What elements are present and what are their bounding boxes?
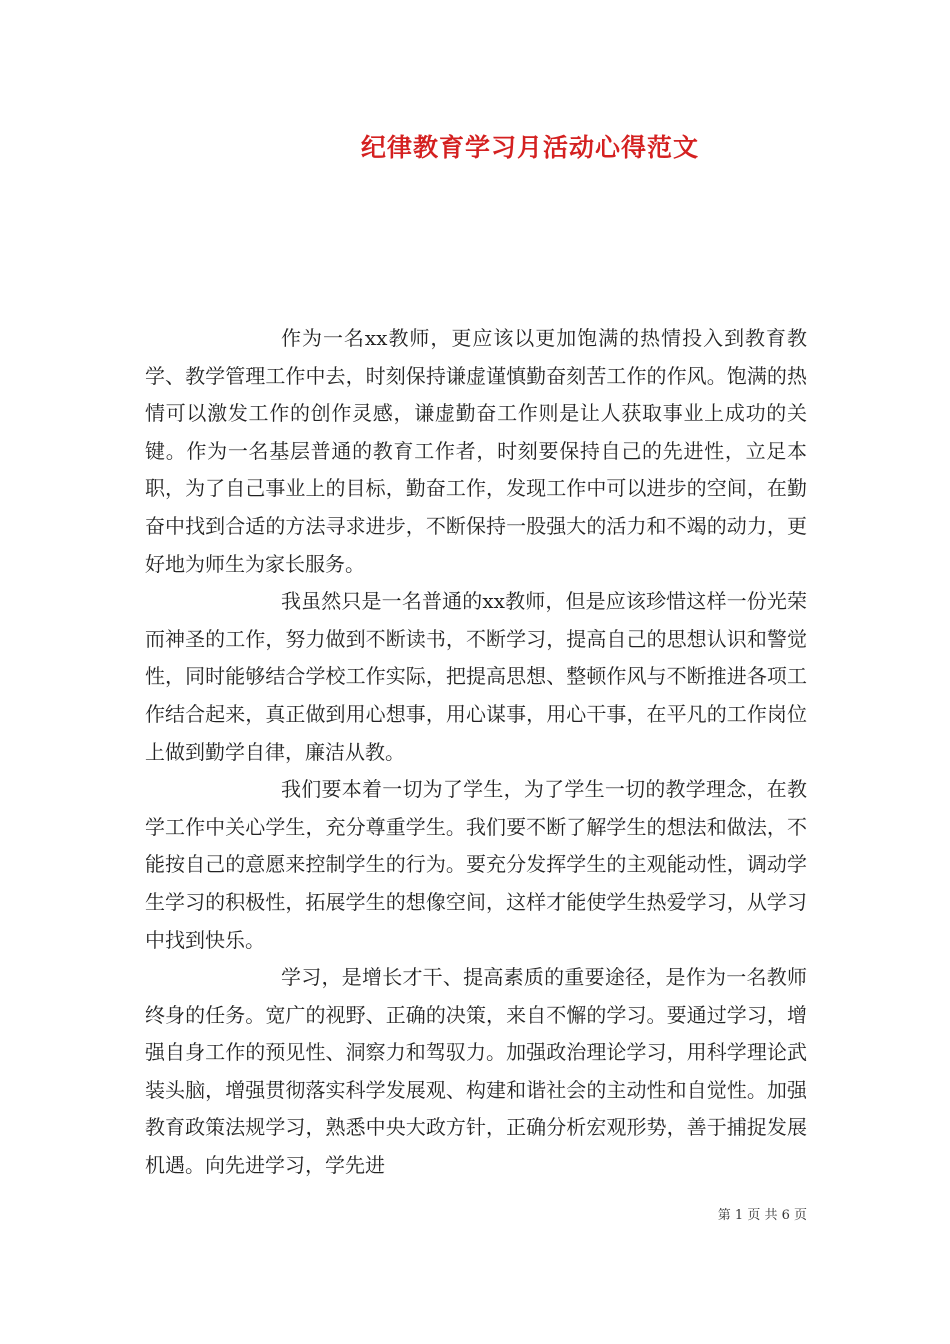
page-footer: 第 1 页 共 6 页 bbox=[717, 1208, 807, 1223]
paragraph-3: 我们要本着一切为了学生，为了学生一切的教学理念，在教学工作中关心学生，充分尊重学生。我们要不断了解学生的想法和做法，不能按自己的意愿来控制学生的行为。要充分发挥学生的主观能动性，调动学生学习的积极性，拓展学生的想像空间，这样才能使学生热爱学习，从学习中找到快乐。 bbox=[145, 777, 807, 952]
document-title: 纪律教育学习月活动心得范文 bbox=[360, 133, 699, 162]
paragraph-1: 作为一名xx教师，更应该以更加饱满的热情投入到教育教学、教学管理工作中去，时刻保持谦虚谨慎勤奋刻苦工作的作风。饱满的热情可以激发工作的创作灵感，谦虚勤奋工作则是让人获取事业上成功的关键。作为一名基层普通的教育工作者，时刻要保持自己的先进性，立足本职，为了自己事业上的目标，勤奋工作，发现工作中可以进步的空间，在勤奋中找到合适的方法寻求进步，不断保持一股强大的活力和不竭的动力，更好地为师生为家长服务。 bbox=[145, 326, 807, 576]
paragraph-2: 我虽然只是一名普通的xx教师，但是应该珍惜这样一份光荣而神圣的工作，努力做到不断读书，不断学习，提高自己的思想认识和警觉性，同时能够结合学校工作实际，把提高思想、整顿作风与不断推进各项工作结合起来，真正做到用心想事，用心谋事，用心干事，在平凡的工作岗位上做到勤学自律，廉洁从教。 bbox=[145, 589, 807, 764]
paragraph-4: 学习，是增长才干、提高素质的重要途径，是作为一名教师终身的任务。宽广的视野、正确的决策，来自不懈的学习。要通过学习，增强自身工作的预见性、洞察力和驾驭力。加强政治理论学习，用科学理论武装头脑，增强贯彻落实科学发展观、构建和谐社会的主动性和自觉性。加强教育政策法规学习，熟悉中央大政方针，正确分析宏观形势，善于捕捉发展机遇。向先进学习，学先进 bbox=[145, 965, 807, 1178]
document-body bbox=[145, 320, 807, 1185]
